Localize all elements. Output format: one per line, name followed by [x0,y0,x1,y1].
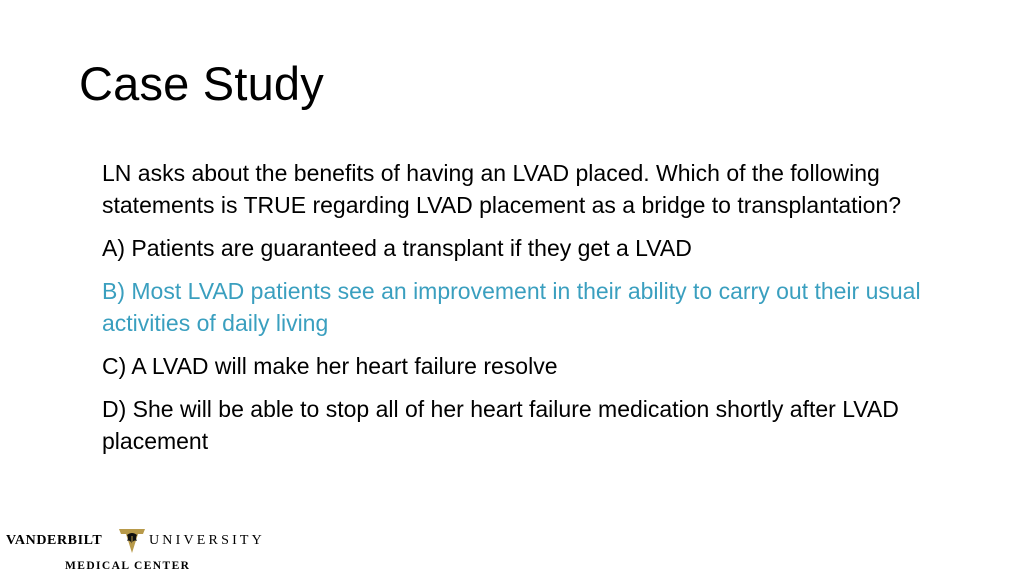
logo-university-word: UNIVERSITY [149,533,265,548]
option-b-correct: B) Most LVAD patients see an improvement in their ability to carry out their usual activities of daily living [102,278,921,336]
option-d: D) She will be able to stop all of her heart failure medication shortly after LVAD placement [102,396,899,454]
logo-vanderbilt-word: VANDERBILT [6,533,103,548]
oak-leaf-v-icon [117,526,147,556]
logo-medical-center: MEDICAL CENTER [65,560,191,572]
slide-body [102,157,932,468]
slide-title: Case Study [79,57,324,110]
vanderbilt-logo [6,526,266,574]
question-text: LN asks about the benefits of having an LVAD placed. Which of the following statements is TRUE regarding LVAD placement as a bridge to transplantation? [102,160,902,218]
option-a: A) Patients are guaranteed a transplant if they get a LVAD [102,235,692,261]
option-c: C) A LVAD will make her heart failure resolve [102,353,558,379]
